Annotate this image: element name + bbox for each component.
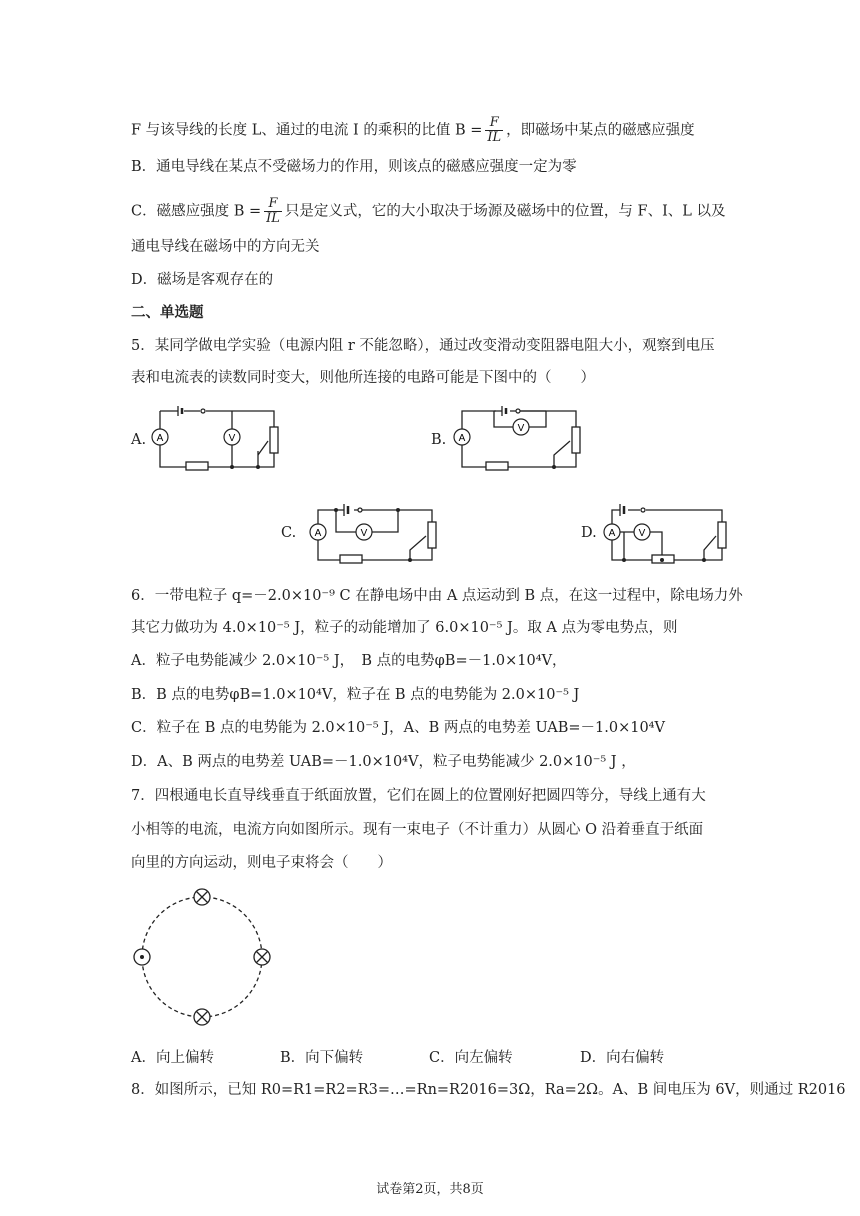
q5-label-d: D. [581,525,597,541]
q4-c-fraction [264,197,282,226]
wire-into-page-bottom-icon [194,1009,210,1025]
q4-a-pre: F 与该导线的长度 L、通过的电流 I 的乘积的比值 B = [131,122,483,139]
four-wires-circle-diagram [130,885,275,1030]
circuit-diagram-b [456,403,596,475]
q6-stem-line2: 其它力做功为 4.0×10⁻⁵ J，粒子的动能增加了 6.0×10⁻⁵ J。取 A 点为零电势点，则 [131,620,678,636]
ammeter-symbol: A [458,433,466,444]
section-heading: 二、单选题 [131,304,204,321]
q8-stem-line1: 8．如图所示，已知 R0=R1=R2=R3=…=Rn=R2016=3Ω，Ra=2Ω。A、B 间电压为 6V，则通过 R2016 [131,1082,846,1098]
ammeter-symbol: A [156,433,164,444]
voltmeter-symbol: V [517,423,525,434]
q6-option-a: A．粒子电势能减少 2.0×10⁻⁵ J， B 点的电势φB=－1.0×10⁴V， [131,653,567,669]
q7-stem-line2: 小相等的电流，电流方向如图所示。现有一束电子（不计重力）从圆心 O 沿着垂直于纸面 [131,822,704,838]
q6-option-b: B．B 点的电势φB=1.0×10⁴V，粒子在 B 点的电势能为 2.0×10⁻⁵ J [131,687,580,703]
q4-option-d: D．磁场是客观存在的 [131,272,274,288]
q4-option-c-line1 [131,197,726,226]
wire-into-page-top-icon [194,889,210,905]
q7-option-a: A．向上偏转 [131,1050,214,1066]
q4-a-fraction [485,116,503,145]
q7-stem-line1: 7．四根通电长直导线垂直于纸面放置，它们在圆上的位置刚好把圆四等分，导线上通有大 [131,788,706,804]
q4-option-a-line [131,116,695,145]
q5-label-c: C. [281,525,297,541]
voltmeter-symbol: V [638,528,646,539]
fraction-denominator: IL [266,211,280,226]
q5-stem-line1: 5．某同学做电学实验（电源内阻 r 不能忽略），通过改变滑动变阻器电阻大小，观察到电压 [131,338,715,354]
q7-option-c: C．向左偏转 [429,1050,513,1066]
q4-option-c-line2: 通电导线在磁场中的方向无关 [131,239,320,255]
voltmeter-symbol: V [228,433,236,444]
circuit-diagram-a [154,403,294,475]
wire-out-of-page-left-icon [134,949,150,965]
q7-option-b: B．向下偏转 [280,1050,364,1066]
fraction-numerator: F [485,116,503,131]
q7-option-d: D．向右偏转 [580,1050,665,1066]
q7-stem-line3: 向里的方向运动，则电子束将会（ ） [131,855,392,871]
wire-into-page-right-icon [254,949,270,965]
fraction-numerator: F [264,197,282,212]
q4-option-b: B．通电导线在某点不受磁场力的作用，则该点的磁感应强度一定为零 [131,159,577,175]
q5-label-a: A. [131,432,147,448]
q4-c-post: 只是定义式，它的大小取决于场源及磁场中的位置，与 F、I、L 以及 [284,203,726,220]
circuit-diagram-c [308,500,448,568]
q5-stem-line2: 表和电流表的读数同时变大，则他所连接的电路可能是下图中的（ ） [131,370,595,386]
q5-label-b: B. [431,432,447,448]
fraction-denominator: IL [487,130,502,145]
q4-c-pre: C．磁感应强度 B = [131,203,262,220]
q6-option-d: D．A、B 两点的电势差 UAB=－1.0×10⁴V，粒子电势能减少 2.0×10⁻⁵ J ， [131,754,636,770]
ammeter-symbol: A [314,528,322,539]
q4-a-post: ，即磁场中某点的磁感应强度 [506,122,695,139]
q6-option-c: C．粒子在 B 点的电势能为 2.0×10⁻⁵ J，A、B 两点的电势差 UAB=－1.0×10⁴V [131,720,665,736]
circuit-diagram-d [602,500,742,568]
ammeter-symbol: A [608,528,616,539]
q6-stem-line1: 6．一带电粒子 q=－2.0×10⁻⁹ C 在静电场中由 A 点运动到 B 点，在这一过程中，除电场力外 [131,588,743,604]
voltmeter-symbol: V [360,528,368,539]
page-footer: 试卷第2页，共8页 [376,1182,484,1197]
